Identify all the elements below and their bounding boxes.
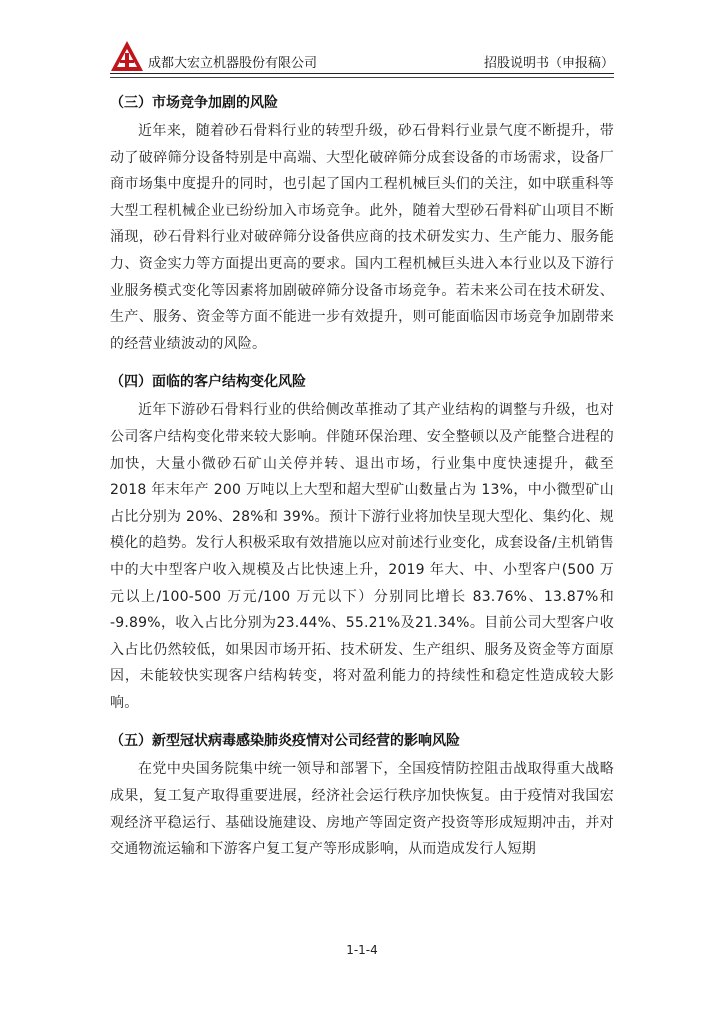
header-divider	[110, 73, 614, 74]
section-paragraph-covid-impact: 在党中央国务院集中统一领导和部署下，全国疫情防控阻击战取得重大战略成果，复工复产取得重要进展，经济社会运行秩序加快恢复。由于疫情对我国宏观经济平稳运行、基础设施建设、房地产等固定资产投资等形成短期冲击，并对交通物流运输和下游客户复工复产等形成影响，从而造成发行人短期	[110, 761, 614, 858]
page-header	[110, 40, 614, 74]
page-number: 1-1-4	[346, 943, 378, 957]
section-heading-covid-impact: （五）新型冠状病毒感染肺炎疫情对公司经营的影响风险	[110, 733, 460, 750]
company-logo-icon	[110, 40, 144, 72]
section-paragraph-customer-structure: 近年下游砂石骨料行业的供给侧改革推动了其产业结构的调整与升级，也对公司客户结构变化带来较大影响。伴随环保治理、安全整顿以及产能整合进程的加快，大量小微砂石矿山关停并转、退出市场，行业集中度快速提升，截至 2018 年末年产 200 万吨以上大型和超大型矿山数量占为 13%，中小微型矿山占比分别为 20%、28%和 39%。预计下游行业将加快呈现大型化、集约化、规模化的趋势。发行人积极采取有效措施以应对前述行业变化，成套设备/主机销售中的大中型客户收入规模及占比快速上升，2019 年大、中、小型客户(500 万元以上/100-500 万元/100 万元以下）分别同比增长 83.76%、13.87%和 -9.89%，收入占比分别为23.44%、55.21%及21.34%。目前公司大型客户收入占比仍然较低，如果因市场开拓、技术研发、生产组织、服务及资金等方面原因，未能较快实现客户结构转变，将对盈利能力的持续性和稳定性造成较大影响。	[110, 402, 614, 711]
document-type: 招股说明书（申报稿）	[483, 56, 614, 71]
document-body	[110, 88, 614, 873]
section-heading-customer-structure: （四）面临的客户结构变化风险	[110, 374, 306, 391]
section-heading-market-competition: （三）市场竞争加剧的风险	[110, 95, 278, 111]
company-name: 成都大宏立机器股份有限公司	[148, 56, 318, 71]
section-paragraph-market-competition: 近年来，随着砂石骨料行业的转型升级，砂石骨料行业景气度不断提升，带动了破碎筛分设备特别是中高端、大型化破碎筛分成套设备的市场需求，设备厂商市场集中度提升的同时，也引起了国内工程机械巨头们的关注，如中联重科等大型工程机械企业已纷纷加入市场竞争。此外，随着大型砂石骨料矿山项目不断涌现，砂石骨料行业对破碎筛分设备供应商的技术研发实力、生产能力、服务能力、资金实力等方面提出更高的要求。国内工程机械巨头进入本行业以及下游行业服务模式变化等因素将加剧破碎筛分设备市场竞争。若未来公司在技术研发、生产、服务、资金等方面不能进一步有效提升，则可能面临因市场竞争加剧带来的经营业绩波动的风险。	[110, 123, 614, 352]
header-divider-thin	[110, 77, 614, 78]
